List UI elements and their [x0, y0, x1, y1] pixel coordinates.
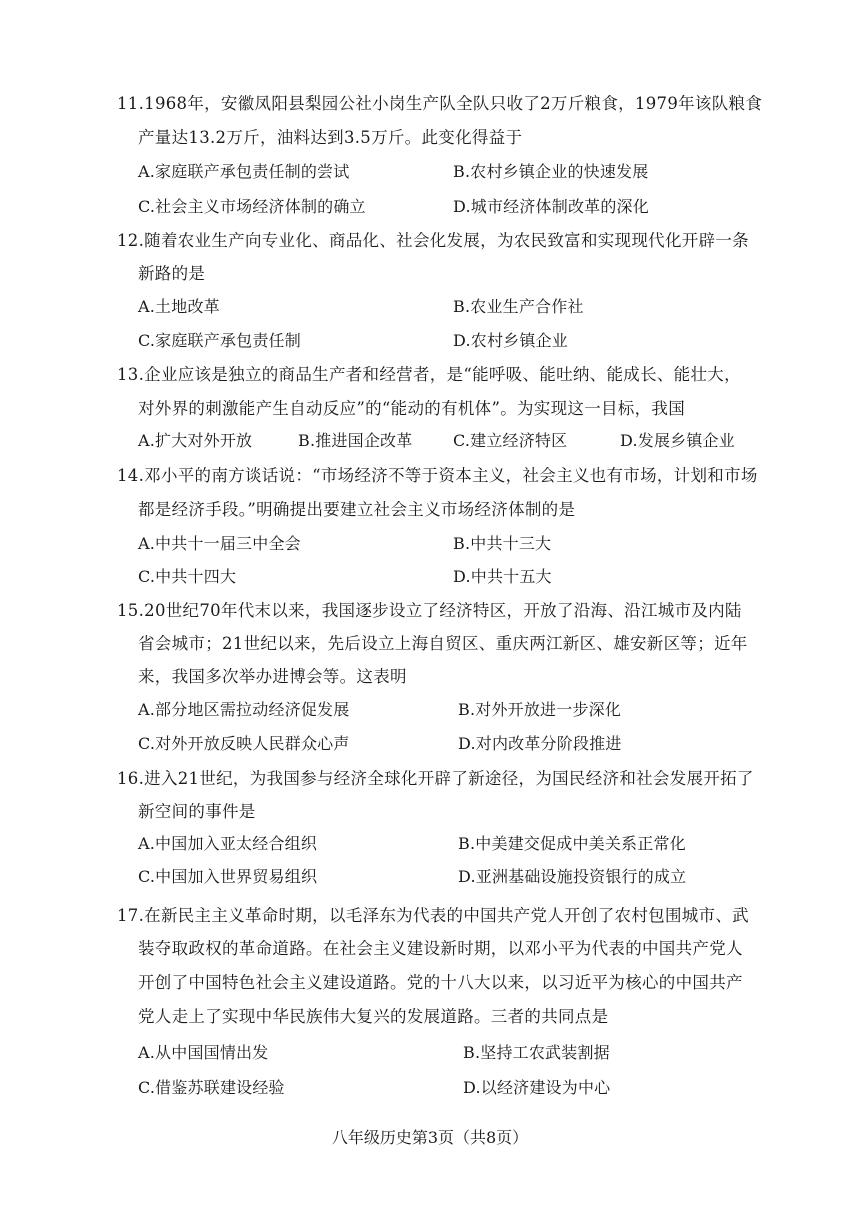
option-c: C.社会主义市场经济体制的确立	[138, 197, 366, 216]
question-stem-line: 产量达13.2万斤，油料达到3.5万斤。此变化得益于	[138, 128, 523, 147]
option-d: D.以经济建设为中心	[463, 1078, 611, 1097]
option-c: C.建立经济特区	[453, 431, 568, 450]
page-footer: 八年级历史第3页（共8页）	[331, 1128, 529, 1147]
option-c: C.中共十四大	[138, 567, 237, 586]
option-b: B.坚持工农武装割据	[463, 1043, 610, 1062]
option-a: A.中共十一届三中全会	[138, 534, 301, 553]
option-c: C.借鉴苏联建设经验	[138, 1078, 285, 1097]
option-d: D.发展乡镇企业	[620, 431, 735, 450]
option-d: D.中共十五大	[453, 567, 552, 586]
question-stem-line: 党人走上了实现中华民族伟大复兴的发展道路。三者的共同点是	[138, 1007, 609, 1026]
option-d: D.亚洲基础设施投资银行的成立	[458, 867, 687, 886]
option-b: B.推进国企改革	[298, 431, 413, 450]
option-c: C.对外开放反映人民群众心声	[138, 734, 350, 753]
question-stem-line: 装夺取政权的革命道路。在社会主义建设新时期，以邓小平为代表的中国共产党人	[138, 939, 743, 958]
question-stem-line: 省会城市；21世纪以来，先后设立上海自贸区、重庆两江新区、雄安新区等；近年	[138, 634, 748, 653]
question-stem-line: 新路的是	[138, 264, 206, 283]
question-stem-line: 开创了中国特色社会主义建设道路。党的十八大以来，以习近平为核心的中国共产	[138, 973, 743, 992]
option-a: A.土地改革	[138, 297, 220, 316]
question-stem-line: 17.在新民主主义革命时期，以毛泽东为代表的中国共产党人开创了农村包围城市、武	[117, 906, 749, 925]
option-d: D.农村乡镇企业	[453, 331, 568, 350]
question-stem-line: 来，我国多次举办进博会等。这表明	[138, 667, 407, 686]
option-b: B.农村乡镇企业的快速发展	[453, 162, 649, 181]
option-a: A.家庭联产承包责任制的尝试	[138, 162, 350, 181]
question-stem-line: 新空间的事件是	[138, 802, 256, 821]
option-c: C.家庭联产承包责任制	[138, 331, 301, 350]
option-b: B.对外开放进一步深化	[458, 700, 622, 719]
question-stem-line: 15.20世纪70年代末以来，我国逐步设立了经济特区，开放了沿海、沿江城市及内陆	[117, 601, 742, 620]
option-b: B.农业生产合作社	[453, 297, 584, 316]
option-a: A.扩大对外开放	[138, 431, 253, 450]
option-a: A.从中国国情出发	[138, 1043, 269, 1062]
option-a: A.中国加入亚太经合组织	[138, 834, 318, 853]
question-stem-line: 都是经济手段。”明确提出要建立社会主义市场经济体制的是	[138, 500, 576, 519]
question-stem-line: 13.企业应该是独立的商品生产者和经营者，是“能呼吸、能吐纳、能成长、能壮大，	[117, 365, 741, 384]
question-stem-line: 16.进入21世纪，为我国参与经济全球化开辟了新途径，为国民经济和社会发展开拓了	[117, 769, 754, 788]
question-stem-line: 11.1968年，安徽凤阳县梨园公社小岗生产队全队只收了2万斤粮食，1979年该队粮食	[117, 94, 763, 113]
option-b: B.中共十三大	[453, 534, 552, 553]
option-a: A.部分地区需拉动经济促发展	[138, 700, 350, 719]
option-b: B.中美建交促成中美关系正常化	[458, 834, 686, 853]
question-stem-line: 14.邓小平的南方谈话说：“市场经济不等于资本主义，社会主义也有市场，计划和市场	[117, 466, 758, 485]
option-c: C.中国加入世界贸易组织	[138, 867, 318, 886]
question-stem-line: 12.随着农业生产向专业化、商品化、社会化发展，为农民致富和实现现代化开辟一条	[117, 231, 749, 250]
option-d: D.对内改革分阶段推进	[458, 734, 622, 753]
option-d: D.城市经济体制改革的深化	[453, 197, 649, 216]
question-stem-line: 对外界的刺激能产生自动反应”的“能动的有机体”。为实现这一目标，我国	[138, 399, 686, 418]
